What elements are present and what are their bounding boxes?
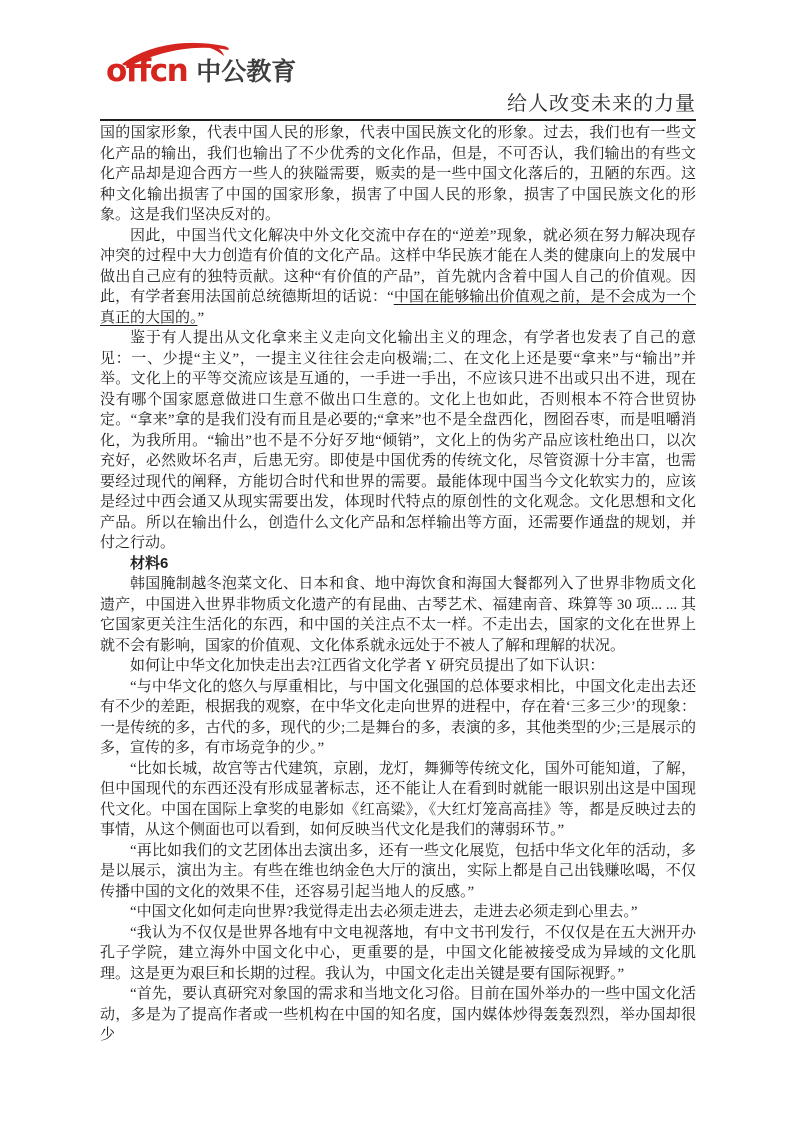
paragraph-quote-modern-symbols (100, 759, 696, 841)
header-tagline: 给人改变未来的力量 (507, 93, 696, 115)
logo-latin-text: offcn (106, 53, 188, 89)
paragraph-quote-performances (100, 841, 696, 903)
paragraph-quote-research-target (100, 984, 696, 1046)
paragraph-take-and-export (100, 328, 696, 554)
offcn-logo-wordmark (106, 53, 188, 89)
paragraph-continued (100, 123, 696, 226)
logo-swoosh-icon (120, 40, 232, 66)
text-run: 鉴于有人提出从文化拿来主义走向文化输出主义的理念，有学者也发表了自己的意见：一、少提“主义”，一提主义往往会走向极端;二、在文化上还是要“拿来”与“输出”并举。文化上的平等交流应该是互通的，一手进一手出，不应该只进不出或只出不进，现在没有哪个国家愿意做进口生意不做出口生意的。文化上也如此，否则根本不符合世贸协定。“拿来”拿的是我们没有而且是必要的;“拿来”也不是全盘西化，囫囵吞枣，而是咀嚼消化，为我所用。“输出”也不是不分好歹地“倾销”，文化上的伪劣产品应该杜绝出口，以次充好，必然败坏名声，后患无穷。即使是中国优秀的传统文化，尽管资源十分丰富，也需要经过现代的阐释，方能切合时代和世界的需要。最能体现中国当今文化软实力的，应该是经过中西会通又从现实需要出发，体现时代特点的原创性的文化观念。文化思想和文化产品。所以在输出什么，创造什么文化产品和怎样输出等方面，还需要作通盘的规划，并付之行动。 (100, 330, 696, 551)
text-run: ” (197, 309, 205, 326)
text-run: 如何让中华文化加快走出去?江西省文化学者 Y 研究员提出了如下认识： (130, 658, 605, 674)
text-run: “与中华文化的悠久与厚重相比，与中国文化强国的总体要求相比，中国文化走出去还有不少的差距，根据我的观察，在中华文化走向世界的进程中，存在着‘三多三少’的现象：一是传统的多，古代的多，现代的少;二是舞台的多，表演的多，其他类型的少;三是展示的多，宣传的多，有市场竞争的少。” (100, 678, 696, 756)
paragraph-quote-international-vision (100, 923, 696, 985)
offcn-logo (106, 53, 297, 89)
page-header (100, 54, 696, 121)
text-run: 韩国腌制越冬泡菜文化、日本和食、地中海饮食和海国大餐都列入了世界非物质文化遗产，中国进入世界非物质文化遗产的有昆曲、古琴艺术、福建南音、珠算等 30 项... ... 其它国家更关注生活化的东西，和中国的关注点不太一样。不走出去，国家的文化在世界上就不会有影响，国家的价值观、文化体系就永远处于不被人了解和理解的状况。 (100, 576, 696, 654)
underlined-text: 中国在能够输出价值观之前，是不会成为一个真正的大国的。 (100, 289, 696, 326)
paragraph-quote-go-into-hearts (100, 902, 696, 923)
text-run: 材料6 (130, 554, 169, 572)
text-run: “中国文化如何走向世界?我觉得走出去必须走进去，走进去必须走到心里去。” (130, 904, 638, 920)
text-run: “比如长城，故宫等古代建筑，京剧，龙灯，舞狮等传统文化，国外可能知道，了解，但中国现代的东西还没有形成显著标志，还不能让人在看到时就能一眼识别出这是中国现代文化。中国在国际上拿奖的电影如《红高粱》，《大红灯笼高高挂》等，都是反映过去的事情，从这个侧面也可以看到，如何反映当代文化是我们的薄弱环节。” (100, 760, 696, 838)
paragraph-quote-three-more-three-less (100, 677, 696, 759)
paragraph-heritage (100, 574, 696, 656)
material-6-heading (100, 554, 696, 575)
text-run: 因此，中国当代文化解决中外文化交流中存在的“逆差”现象，就必须在努力解决现存冲突的过程中大力创造有价值的文化产品。这样中华民族才能在人类的健康向上的发展中做出自己应有的独特贡献。这种“有价值的产品”，首先就内含着中国人自己的价值观。因此，有学者套用法国前总统德斯坦的话说：“ (100, 227, 696, 305)
document-body (100, 123, 696, 1046)
text-run: “首先，要认真研究对象国的需求和当地文化习俗。目前在国外举办的一些中国文化活动，多是为了提高作者或一些机构在中国的知名度，国内媒体炒得轰轰烈烈，举办国却很少 (100, 986, 696, 1043)
document-page (100, 54, 696, 1046)
text-run: “再比如我们的文艺团体出去演出多，还有一些文化展览，包括中华文化年的活动，多是以展示，演出为主。有些在维也纳金色大厅的演出，实际上都是自己出钱赚吆喝，不仅传播中国的文化的效果不佳，还容易引起当地人的反感。” (100, 842, 696, 900)
paragraph-question (100, 656, 696, 677)
paragraph-value-output (100, 226, 696, 329)
logo-chinese-text: 中公教育 (196, 58, 297, 86)
text-run: “我认为不仅仅是世界各地有中文电视落地，有中文书刊发行，不仅仅是在五大洲开办孔子学院，建立海外中国文化中心，更重要的是，中国文化能被接受成为异域的文化肌理。这是更为艰巨和长期的过程。我认为，中国文化走出关键是要有国际视野。” (100, 924, 696, 982)
text-run: 国的国家形象，代表中国人民的形象，代表中国民族文化的形象。过去，我们也有一些文化产品的输出，我们也输出了不少优秀的文化作品，但是，不可否认，我们输出的有些文化产品却是迎合西方一些人的狭隘需要，贩卖的是一些中国文化落后的，丑陋的东西。这种文化输出损害了中国的国家形象，损害了中国人民的形象，损害了中国民族文化的形象。这是我们坚决反对的。 (100, 125, 696, 223)
